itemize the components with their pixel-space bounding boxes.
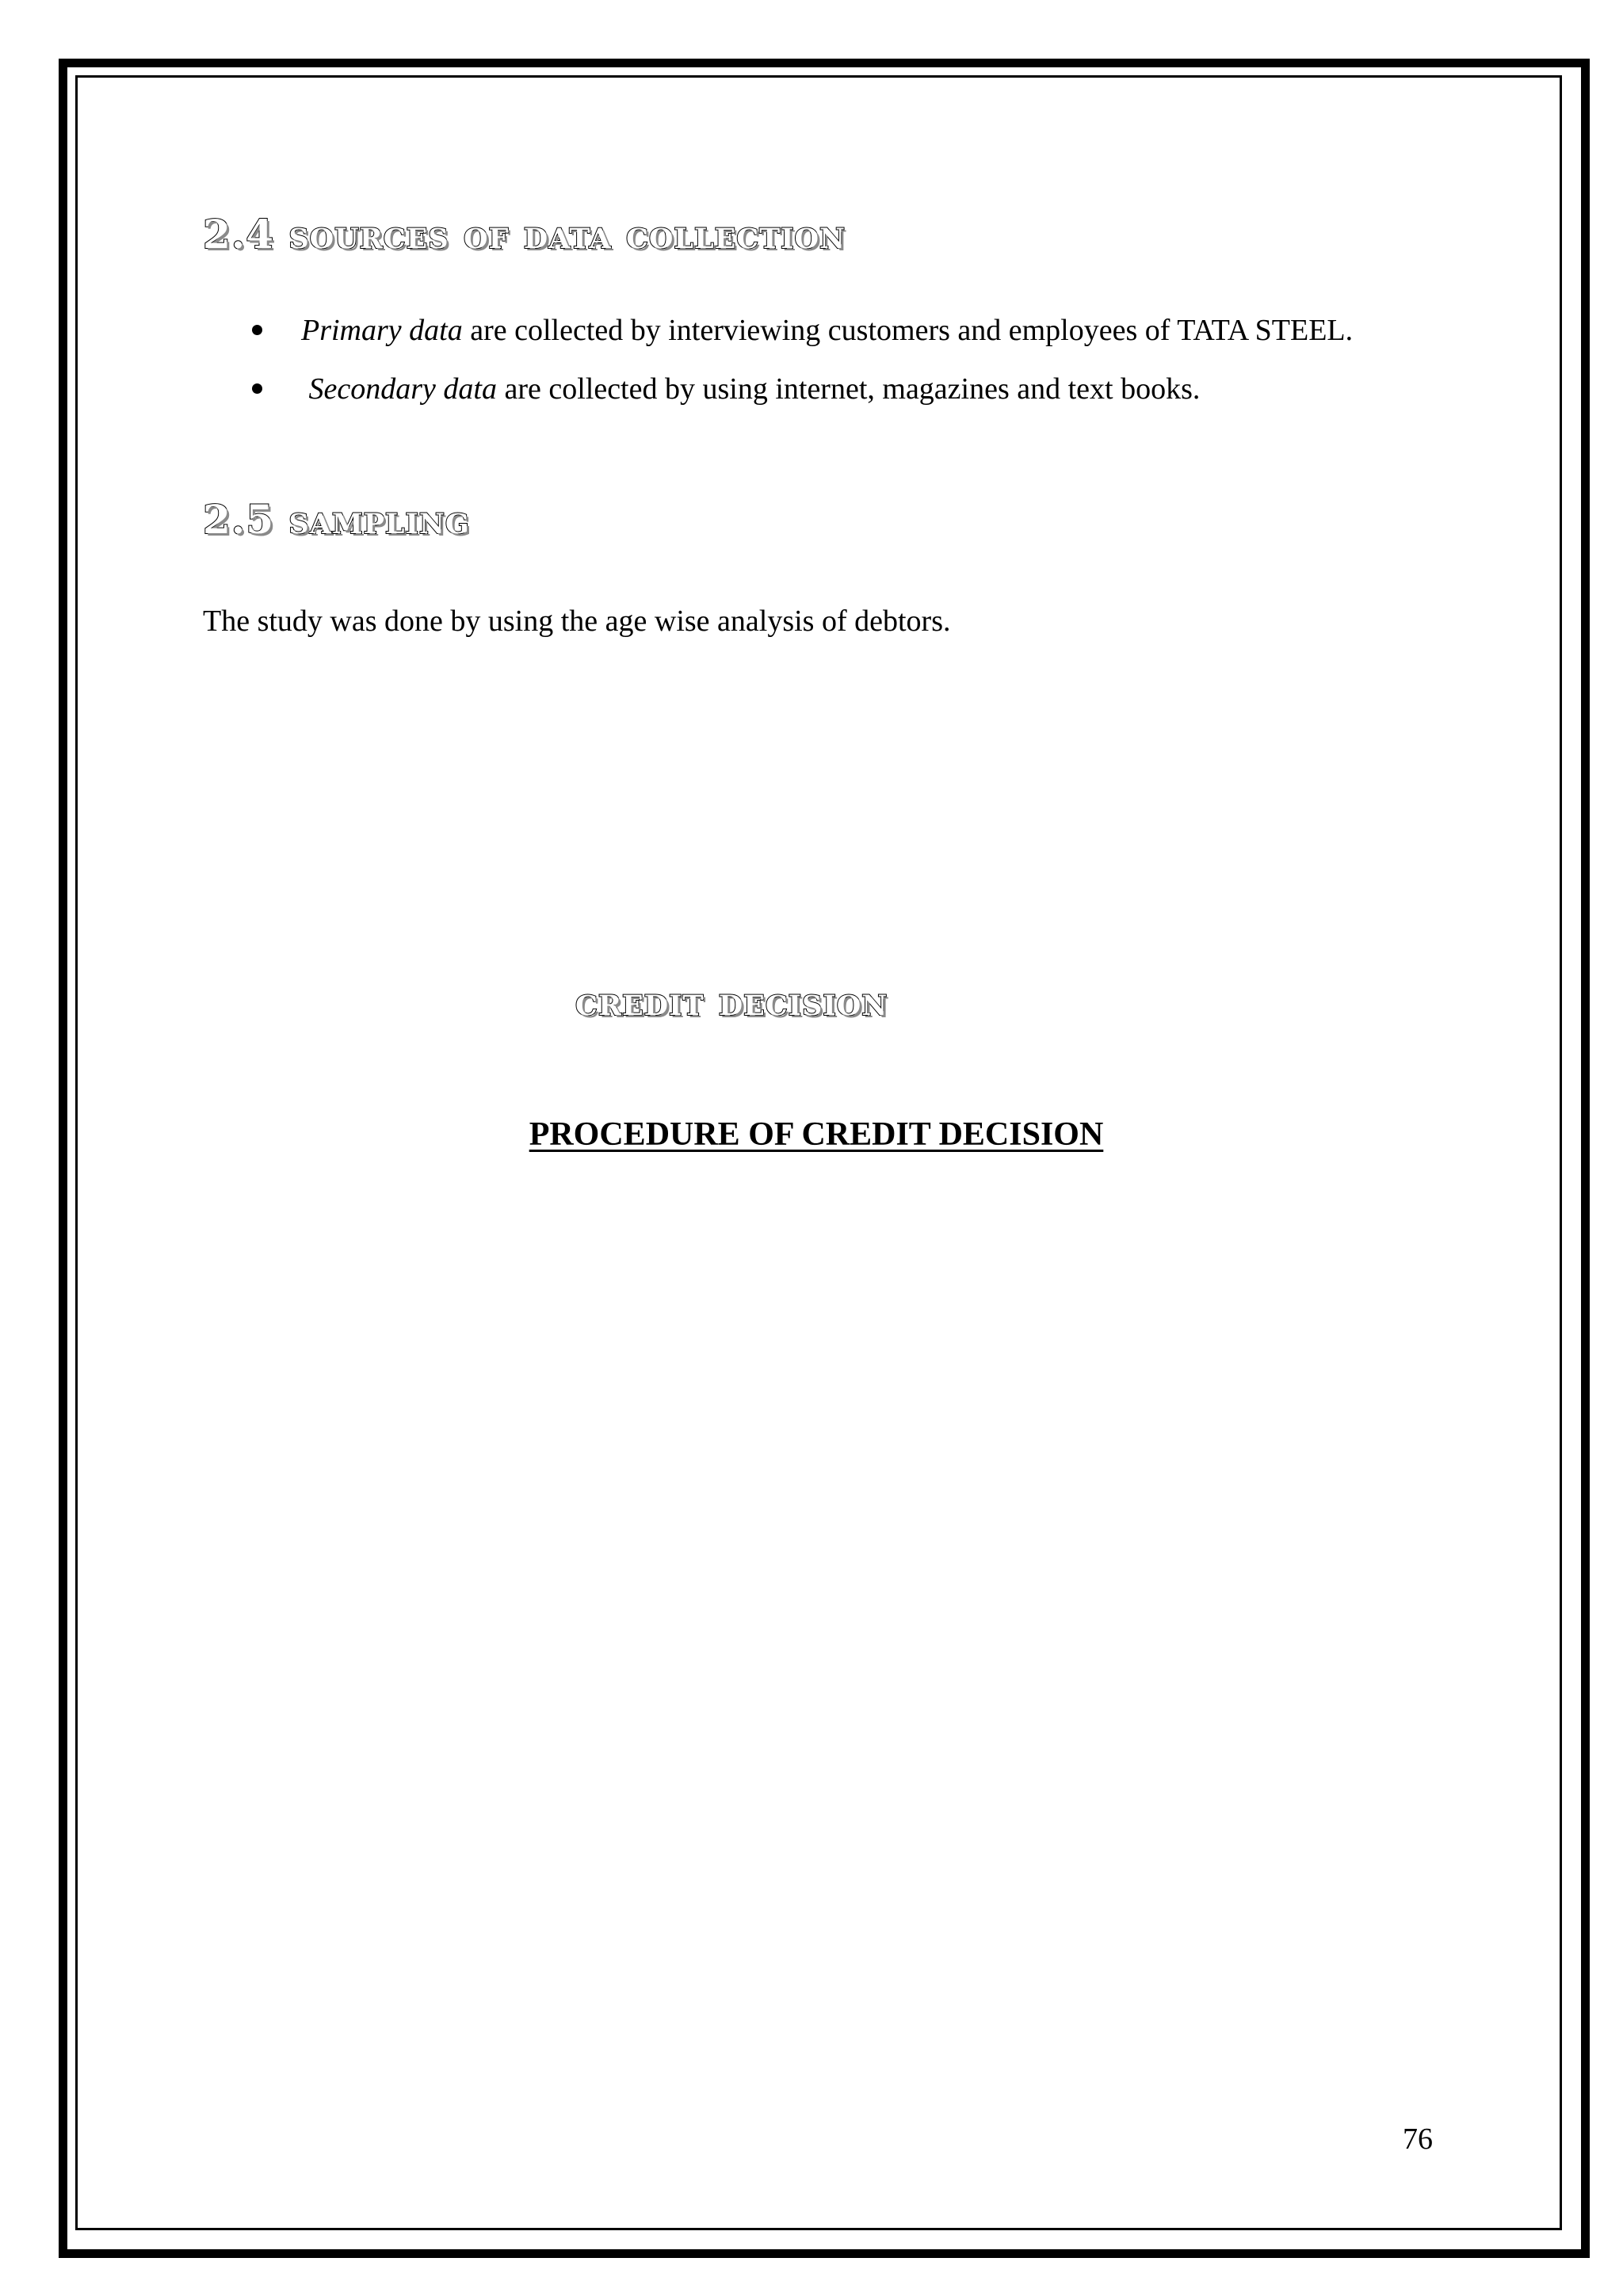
primary-data-term: Primary data — [301, 314, 463, 347]
list-item — [203, 360, 1431, 418]
list-item — [203, 301, 1431, 360]
sampling-paragraph: The study was done by using the age wise analysis of debtors. — [203, 605, 951, 638]
bullet-icon — [252, 325, 262, 335]
secondary-data-text: are collected by using internet, magazines and text books. — [496, 372, 1201, 406]
heading-credit-decision: credit decision — [575, 978, 888, 1024]
primary-data-text: are collected by interviewing customers and employees of TATA STEEL. — [462, 314, 1354, 347]
bullet-icon — [252, 383, 262, 394]
data-sources-list — [203, 301, 1431, 418]
heading-sources-of-data-collection: 2.4 sources of data collection — [203, 211, 846, 257]
heading-sampling: 2.5 sampling — [203, 496, 470, 543]
secondary-data-term: Secondary data — [308, 372, 497, 406]
page-number: 76 — [1403, 2122, 1433, 2156]
heading-procedure-of-credit-decision: PROCEDURE OF CREDIT DECISION — [529, 1116, 1104, 1153]
